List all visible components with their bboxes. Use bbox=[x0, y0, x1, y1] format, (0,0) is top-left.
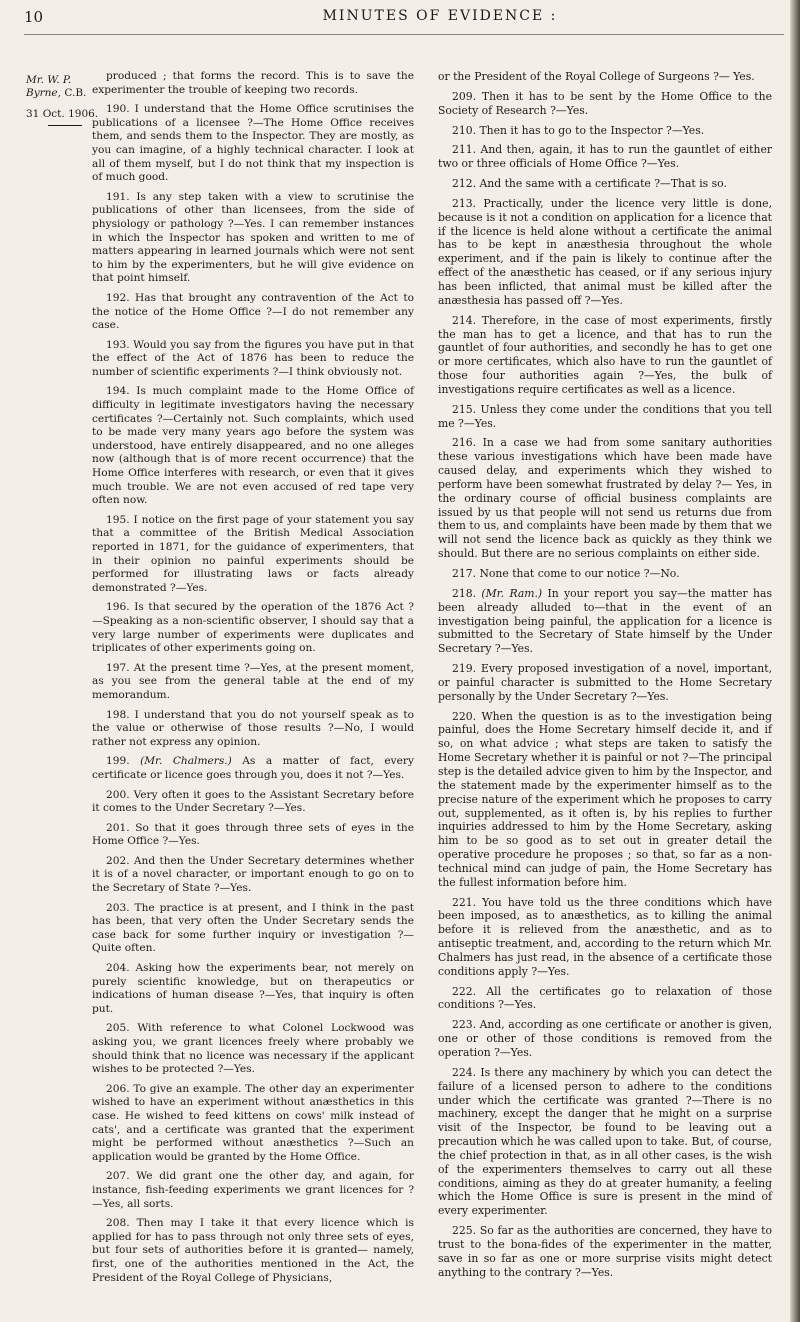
qa-paragraph bbox=[92, 191, 414, 286]
qa-paragraph bbox=[438, 177, 772, 191]
question-number: 218. bbox=[452, 586, 482, 600]
paragraph-text: 201. So that it goes through three sets of eyes in the Home Office ?—Yes. bbox=[92, 821, 414, 848]
speaker-label: (Mr. Ram.) bbox=[481, 586, 543, 600]
paragraph-text: 211. And then, again, it has to run the gauntlet of either two or three officials of Home Office ?—Yes. bbox=[438, 143, 772, 171]
witness-name: Mr. W. P. bbox=[26, 74, 72, 86]
paragraph-text: 213. Practically, under the licence very little is done, because is it not a condition on application for a licence that if the licence is held alone without a certificate the animal has to be kept in anæsthesia throughout the whole experiment, and if the pain is likely to continue after the effect of the anæsthetic has ceased, or if any serious injury has been inflicted, that animal must be killed after the anæsthesia has passed off ?—Yes. bbox=[438, 196, 772, 307]
qa-paragraph bbox=[438, 70, 772, 84]
paragraph-text: 214. Therefore, in the case of most experiments, firstly the man has to get a licence, and that has to run the gauntlet of four authorities, and secondly he has to get one or more certificates, which also have to run the gauntlet of those four authorities again ?—Yes, the bulk of investigations require certificates as well as a licence. bbox=[438, 313, 772, 396]
qa-paragraph bbox=[438, 403, 772, 431]
paragraph-text: 207. We did grant one the other day, and again, for instance, fish-feeding experiments we grant licences for ? —Yes, all sorts. bbox=[92, 1170, 414, 1210]
qa-paragraph bbox=[438, 896, 772, 979]
qa-paragraph bbox=[438, 124, 772, 138]
paragraph-text: 216. In a case we had from some sanitary authorities these various investigations which have been made have caused delay, and experiments which they wished to perform have been somewhat frustrated by delay ?— Yes, in the ordinary course of official business complaints are issued by us that people will not send us returns due from them to us, and complaints have been made by them that we will not send the licence back as quickly as they think we should. But there are no serious complaints on either side. bbox=[438, 436, 772, 561]
left-column bbox=[92, 70, 414, 1291]
paragraph-text: 215. Unless they come under the conditions that you tell me ?—Yes. bbox=[438, 402, 772, 430]
qa-paragraph bbox=[92, 1083, 414, 1165]
paragraph-text: 194. Is much complaint made to the Home Office of difficulty in legitimate investigators having the necessary certificates ?—Certainly not. Such complaints, which used to be made very many years ago before the system was understood, have entirely disappeared, and no one alleges now (although that is of more recent occurrence) that the Home Office interferes with research, or even that it gives much trouble. We are not even accused of red tape very often now. bbox=[92, 385, 414, 507]
qa-paragraph bbox=[92, 709, 414, 750]
paragraph-text: 200. Very often it goes to the Assistant Secretary before it comes to the Under Secretary ?—Yes. bbox=[92, 788, 414, 815]
paragraph-text: 197. At the present time ?—Yes, at the present moment, as you see from the general table at the end of my memorandum. bbox=[92, 661, 414, 701]
paragraph-text: 209. Then it has to be sent by the Home Office to the Society of Research ?—Yes. bbox=[438, 89, 772, 117]
qa-paragraph bbox=[438, 1066, 772, 1218]
qa-paragraph bbox=[92, 789, 414, 816]
paragraph-text: 221. You have told us the three conditions which have been imposed, as to anæsthetics, as to killing the animal before it is relieved from the anæsthetic, and as to antiseptic treatment, and, according to the return which Mr. Chalmers has just read, in the absence of a certificate those conditions apply ?—Yes. bbox=[438, 895, 772, 978]
paragraph-text: 220. When the question is as to the investigation being painful, does the Home Secretary himself decide it, and if so, on what advice ; what steps are taken to satisfy the Home Secretary whether it is painful or not ?—The principal step is the detailed advice given to him by the Inspector, and the statement made by the experimenter himself as to the precise nature of the experiment which he proposes to carry out, supplemented, as it often is, by his replies to further inquiries addressed to him by the Home Secretary, asking him to be so good as to set out in greater detail the operative procedure he proposes ; so that, so far as a non-technical mind can judge of pain, the Home Secretary has the fullest information before him. bbox=[438, 709, 772, 889]
witness-name-cont: Byrne, bbox=[26, 87, 61, 99]
paragraph-text: As a matter of fact, every certificate or licence goes through you, does it not ?—Yes. bbox=[92, 755, 414, 781]
qa-paragraph bbox=[438, 567, 772, 581]
paragraph-text: 193. Would you say from the figures you have put in that the effect of the Act of 1876 has been to reduce the number of scientific experiments ?—I think obviously not. bbox=[92, 338, 414, 378]
qa-paragraph bbox=[92, 514, 414, 596]
paragraph-text: 196. Is that secured by the operation of the 1876 Act ? —Speaking as a non-scientific observer, I should say that a very large number of experiments were duplicates and triplicates of other experiments going on. bbox=[92, 601, 414, 655]
paragraph-text: or the President of the Royal College of Surgeons ?— Yes. bbox=[438, 70, 755, 83]
qa-paragraph bbox=[92, 339, 414, 380]
paragraph-text: 191. Is any step taken with a view to scrutinise the publications of other than licensees, from the side of physiology or pathology ?—Yes. I can remember instances in which the Inspector has spoken and written to me of matters appearing in learned journals which were not sent to him by the experimenters, but he will give evidence on that point himself. bbox=[92, 190, 414, 285]
qa-paragraph bbox=[92, 662, 414, 703]
qa-paragraph bbox=[438, 314, 772, 397]
qa-paragraph bbox=[92, 385, 414, 507]
paragraph-text: 204. Asking how the experiments bear, not merely on purely scientific knowledge, but on therapeutics or indications of human disease ?—Yes, that inquiry is often put. bbox=[92, 962, 414, 1015]
paragraph-text: 223. And, according as one certificate or another is given, one or other of those conditions is removed from the operation ?—Yes. bbox=[438, 1018, 772, 1059]
qa-paragraph bbox=[438, 436, 772, 561]
qa-paragraph bbox=[92, 601, 414, 655]
paragraph-text: 202. And then the Under Secretary determines whether it is of a novel character, or important enough to go on to the Secretary of State ?—Yes. bbox=[92, 854, 414, 895]
speaker-label: (Mr. Chalmers.) bbox=[140, 755, 232, 768]
margin-date bbox=[26, 108, 98, 126]
qa-paragraph bbox=[92, 822, 414, 849]
qa-paragraph bbox=[92, 292, 414, 333]
paragraph-text: 195. I notice on the first page of your statement you say that a committee of the British Medical Association reported in 1871, for the guidance of experimenters, that in their opinion no painful experiments should be performed for illustrating laws or facts already demonstrated ?—Yes. bbox=[92, 513, 414, 594]
qa-paragraph bbox=[92, 1022, 414, 1076]
paragraph-text: 205. With reference to what Colonel Lockwood was asking you, we grant licences freely where probably we should think that no licence was necessary if the applicant wishes to be protected ?—Yes. bbox=[92, 1022, 414, 1076]
paragraph-text: 206. To give an example. The other day an experimenter wished to have an experiment without anæsthetics in this case. He wished to feed kittens on cows' milk instead of cats', and a certificate was granted that the experiment might be performed without anæsthetics ?—Such an application would be granted by the Home Office. bbox=[92, 1082, 414, 1163]
question-number: 199. bbox=[106, 755, 141, 768]
qa-paragraph bbox=[438, 143, 772, 171]
paragraph-text: 212. And the same with a certificate ?—That is so. bbox=[452, 177, 727, 191]
paragraph-text: 208. Then may I take it that every licence which is applied for has to pass through not only three sets of eyes, but four sets of authorities before it is granted— namely, first, one of the authorities mentioned in the Act, the President of the Royal College of Physicians, bbox=[92, 1217, 414, 1284]
paragraph-text: 198. I understand that you do not yourself speak as to the value or otherwise of those results ?—No, I would rather not express any opinion. bbox=[92, 708, 414, 748]
qa-paragraph bbox=[92, 1170, 414, 1211]
paragraph-text: 225. So far as the authorities are concerned, they have to trust to the bona-fides of the experimenter in the matter, save in so far as one or more surprise visits might detect anything to the contrary ?—Yes. bbox=[438, 1224, 772, 1279]
header-rule bbox=[24, 34, 784, 35]
paragraph-text: 224. Is there any machinery by which you can detect the failure of a licensed person to adhere to the conditions under which the certificate was granted ?—There is no machinery, except the danger that he might on a surprise visit of the Inspector, be found to be leaving out a precaution which he was called upon to take. But, of course, the chief protection in that, as in all other cases, is the wish of the experimenters themselves to carry out all these conditions, aiming as they do at greater humanity, a feeling which the Home Office is sure is present in the mind of every experimenter. bbox=[438, 1065, 772, 1218]
qa-paragraph bbox=[92, 103, 414, 185]
qa-paragraph bbox=[92, 962, 414, 1016]
qa-paragraph bbox=[438, 662, 772, 704]
date-rule bbox=[48, 125, 82, 126]
qa-paragraph bbox=[92, 70, 414, 97]
qa-paragraph bbox=[438, 985, 772, 1013]
session-date: 31 Oct. 1906. bbox=[26, 108, 99, 120]
qa-paragraph bbox=[438, 1018, 772, 1060]
paragraph-text: In your report you say—the matter has been already alluded to—that in the event of an investigation being painful, the application for a licence is submitted to the Secretary of State himself by the Under Secretary ?—Yes. bbox=[438, 586, 772, 656]
running-head: MINUTES OF EVIDENCE : bbox=[322, 8, 558, 24]
page-edge-shadow bbox=[790, 0, 800, 1322]
witness-honours: C.B. bbox=[64, 87, 87, 99]
paragraph-text: 203. The practice is at present, and I think in the past has been, that very often the Under Secretary sends the case back for some further inquiry or investigation ?—Quite often. bbox=[92, 901, 414, 955]
qa-paragraph bbox=[92, 755, 414, 782]
qa-paragraph bbox=[92, 855, 414, 896]
margin-witness bbox=[26, 74, 86, 100]
paragraph-text: 210. Then it has to go to the Inspector ?—Yes. bbox=[452, 123, 705, 137]
paragraph-text: 222. All the certificates go to relaxation of those conditions ?—Yes. bbox=[438, 984, 772, 1012]
paragraph-text: 190. I understand that the Home Office scrutinises the publications of a licensee ?—The Home Office receives them, and sends them to the Inspector. They are mostly, as you can imagine, of a highly technical character. I look at all of them myself, but I do not think that my inspection is of much good. bbox=[92, 103, 414, 184]
qa-paragraph bbox=[438, 710, 772, 890]
paragraph-text: 219. Every proposed investigation of a novel, important, or painful character is submitted to the Home Secretary personally by the Under Secretary ?—Yes. bbox=[438, 662, 772, 703]
qa-paragraph bbox=[438, 587, 772, 656]
qa-paragraph bbox=[92, 1217, 414, 1285]
qa-paragraph bbox=[438, 90, 772, 118]
qa-paragraph bbox=[438, 1224, 772, 1279]
paragraph-text: 192. Has that brought any contravention of the Act to the notice of the Home Office ?—I do not remember any case. bbox=[92, 291, 414, 332]
qa-paragraph bbox=[438, 197, 772, 308]
page-number: 10 bbox=[24, 8, 44, 26]
right-column bbox=[438, 70, 772, 1286]
paragraph-text: produced ; that forms the record. This is to save the experimenter the trouble of keeping two records. bbox=[92, 70, 414, 96]
qa-paragraph bbox=[92, 902, 414, 956]
paragraph-text: 217. None that come to our notice ?—No. bbox=[452, 567, 680, 580]
